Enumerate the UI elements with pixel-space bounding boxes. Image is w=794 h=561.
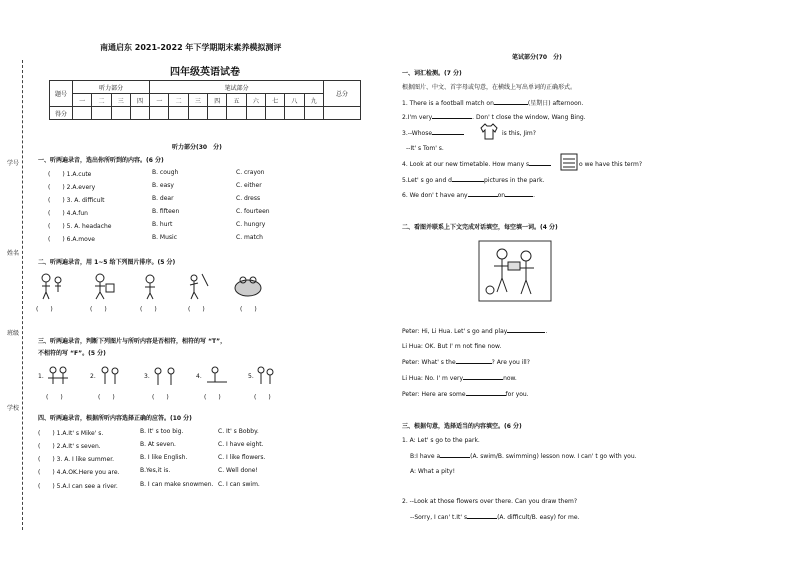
vocab-q5-text: 5.Let' s go and d bbox=[402, 177, 452, 184]
line-text: Hi, Li Hua. Let' s go and play bbox=[421, 328, 508, 335]
period: . bbox=[533, 192, 535, 199]
written-s1-title: 一、词汇检测。(7 分) bbox=[402, 70, 462, 77]
answer-blank[interactable] bbox=[494, 104, 528, 105]
binding-line bbox=[22, 60, 23, 530]
listening-s2-pictures bbox=[38, 272, 268, 300]
option-a: ( ) 3. A. difficult bbox=[48, 197, 105, 204]
answer-blank[interactable] bbox=[463, 379, 503, 380]
listening-s3-pictures bbox=[45, 364, 275, 388]
score-cell[interactable] bbox=[285, 107, 304, 120]
vocab-q1-text: 1. There is a football match on bbox=[402, 100, 494, 107]
vocab-q1-hint: (星期日) bbox=[527, 100, 551, 107]
boy-icon bbox=[95, 274, 114, 299]
item-number: 2. bbox=[90, 373, 96, 380]
answer-blank[interactable] bbox=[507, 332, 545, 333]
children-icon bbox=[102, 367, 118, 384]
vocab-q2 bbox=[402, 114, 586, 121]
option-c: C. Well done! bbox=[218, 467, 258, 474]
answer-blank[interactable] bbox=[456, 363, 492, 364]
score-cell[interactable] bbox=[130, 107, 149, 120]
kids-icon bbox=[155, 368, 174, 385]
dialogue-line-4 bbox=[402, 375, 517, 382]
item-number: 5. bbox=[248, 373, 254, 380]
family-icon bbox=[258, 367, 273, 384]
score-cell[interactable] bbox=[111, 107, 130, 120]
vocab-q1-post: afternoon. bbox=[550, 100, 584, 107]
vocab-q3-answer: --It' s Tom' s. bbox=[406, 145, 444, 152]
answer-blank[interactable] bbox=[440, 457, 470, 458]
option-a: ( ) 2.A.every bbox=[48, 184, 96, 191]
score-col: 五 bbox=[227, 94, 246, 107]
school-title: 南通启东 2021-2022 年下学期期末素养模拟测评 bbox=[100, 43, 282, 52]
choice-q1: 1. A: Let' s go to the park. bbox=[402, 437, 480, 444]
written-heading: 笔试部分(70 分) bbox=[512, 54, 562, 61]
score-table-header-tihao: 题号 bbox=[50, 81, 73, 107]
score-cell[interactable] bbox=[304, 107, 323, 120]
option-a: ( ) 6.A.move bbox=[48, 236, 95, 243]
score-col: 三 bbox=[188, 94, 207, 107]
score-col: 一 bbox=[73, 94, 92, 107]
bracket[interactable]: ( ) bbox=[240, 306, 257, 313]
vocab-q3-text: 3.--Whose bbox=[402, 130, 433, 137]
line-post: now. bbox=[503, 375, 517, 382]
score-cell[interactable] bbox=[265, 107, 284, 120]
speaker: Li Hua: bbox=[402, 375, 423, 382]
option-b: B.Yes,it is. bbox=[140, 467, 171, 474]
answer-blank[interactable] bbox=[468, 196, 498, 197]
line-text: OK. But I' m not fine now. bbox=[424, 343, 502, 350]
score-col: 八 bbox=[285, 94, 304, 107]
score-col: 四 bbox=[130, 94, 149, 107]
choice-q2-b-post: (A. difficult/B. easy) for me. bbox=[497, 514, 580, 521]
option-c: C. It' s Bobby. bbox=[218, 428, 259, 435]
choice-q1-c: A: What a pity! bbox=[410, 468, 455, 475]
option-c: C. either bbox=[236, 182, 262, 189]
option-b: B. I like English. bbox=[140, 454, 188, 461]
item-number: 4. bbox=[196, 373, 202, 380]
bracket[interactable]: ( ) bbox=[204, 394, 221, 401]
timetable-icon bbox=[560, 153, 578, 171]
score-cell[interactable] bbox=[150, 107, 169, 120]
option-b: B. easy bbox=[152, 182, 174, 189]
option-c: C. fourteen bbox=[236, 208, 270, 215]
player-icon bbox=[190, 274, 208, 299]
option-b: B. At seven. bbox=[140, 441, 176, 448]
option-c: C. crayon bbox=[236, 169, 265, 176]
option-b: B. hurt bbox=[152, 221, 173, 228]
listening-s4-title: 四、听两遍录音，根据所听内容选择正确的应答。(10 分) bbox=[38, 415, 192, 422]
dialogue-line-2 bbox=[402, 343, 501, 350]
line-post: . bbox=[545, 328, 548, 335]
speaker: Peter: bbox=[402, 328, 420, 335]
vocab-q2-post: . Don' t close the window, Wang Bing. bbox=[472, 114, 586, 121]
score-col: 七 bbox=[265, 94, 284, 107]
option-c: C. I like flowers. bbox=[218, 454, 266, 461]
vocab-q2-text: 2.I'm very bbox=[402, 114, 433, 121]
speaker: Peter: bbox=[402, 359, 420, 366]
choice-q1-b bbox=[410, 453, 637, 460]
score-table-total: 总分 bbox=[324, 81, 361, 107]
choice-q2-b-text: --Sorry, I can' t.It' s bbox=[410, 514, 468, 521]
option-a: ( ) 1.A.It' s Mike' s. bbox=[38, 430, 104, 437]
score-col: 六 bbox=[246, 94, 265, 107]
bracket[interactable]: ( ) bbox=[254, 394, 271, 401]
score-col: 三 bbox=[111, 94, 130, 107]
jacket-icon bbox=[479, 122, 499, 140]
option-b: B. I can make snowmen. bbox=[140, 481, 214, 488]
line-text: Here are some bbox=[421, 391, 466, 398]
option-a: ( ) 4.A.OK.Here you are. bbox=[38, 469, 120, 476]
dialogue-line-3 bbox=[402, 359, 530, 366]
answer-blank[interactable] bbox=[505, 196, 533, 197]
answer-blank[interactable] bbox=[432, 134, 464, 135]
vocab-q4-text: 4. Look at our new timetable. How many s bbox=[402, 161, 530, 168]
item-number: 1. bbox=[38, 373, 44, 380]
dialogue-line-1 bbox=[402, 328, 547, 335]
speaker: Li Hua: bbox=[402, 343, 423, 350]
dialogue-picture bbox=[478, 240, 552, 302]
line-post: for you. bbox=[505, 391, 529, 398]
option-b: B. Music bbox=[152, 234, 178, 241]
answer-blank[interactable] bbox=[529, 165, 551, 166]
option-c: C. match bbox=[236, 234, 263, 241]
vocab-q1 bbox=[402, 98, 583, 107]
option-a: ( ) 4.A.fun bbox=[48, 210, 88, 217]
desk-icon bbox=[207, 367, 227, 382]
option-b: B. cough bbox=[152, 169, 179, 176]
option-b: B. fifteen bbox=[152, 208, 180, 215]
bracket[interactable]: ( ) bbox=[46, 394, 63, 401]
choice-q2-b bbox=[410, 514, 580, 521]
item-number: 3. bbox=[144, 373, 150, 380]
vocab-q3 bbox=[402, 130, 464, 137]
dialogue-line-5 bbox=[402, 391, 529, 398]
score-col: 四 bbox=[208, 94, 227, 107]
option-a: ( ) 3. A. I like summer. bbox=[38, 456, 115, 463]
score-cell[interactable] bbox=[92, 107, 111, 120]
listening-s3-title-1: 三、听两遍录音，判断下列图片与所听内容是否相符，相符的写 “T”， bbox=[38, 338, 227, 345]
child-icon bbox=[145, 275, 155, 299]
vocab-q3-post: is this, Jim? bbox=[502, 130, 536, 137]
people-icon bbox=[42, 274, 61, 299]
score-table-listening: 听力部分 bbox=[73, 81, 150, 94]
margin-label-class: 班级 bbox=[6, 330, 19, 337]
table-icon bbox=[235, 277, 261, 296]
score-col: 九 bbox=[304, 94, 323, 107]
written-s3-title: 三、根据句意，选择适当的内容填空。(6 分) bbox=[402, 423, 522, 430]
vocab-q6-post: on bbox=[497, 192, 506, 199]
listening-heading: 听力部分(30 分) bbox=[172, 144, 222, 151]
score-row-label: 得分 bbox=[50, 107, 73, 120]
option-c: C. dress bbox=[236, 195, 261, 202]
vocab-q6 bbox=[402, 192, 535, 199]
option-c: C. hungry bbox=[236, 221, 266, 228]
score-cell[interactable] bbox=[227, 107, 246, 120]
score-col: 二 bbox=[92, 94, 111, 107]
option-b: B. It' s too big. bbox=[140, 428, 184, 435]
speaker: Peter: bbox=[402, 391, 420, 398]
written-s2-title: 二、看图并联系上下文完成对话填空，每空填一词。(4 分) bbox=[402, 224, 558, 231]
vocab-q5-post: pictures in the park. bbox=[484, 177, 545, 184]
listening-s1-title: 一、听两遍录音，选出你所听到的内容。(6 分) bbox=[38, 157, 164, 164]
score-cell[interactable] bbox=[246, 107, 265, 120]
vocab-q5 bbox=[402, 177, 544, 184]
option-c: C. I can swim. bbox=[218, 481, 260, 488]
bracket[interactable]: ( ) bbox=[140, 306, 157, 313]
answer-blank[interactable] bbox=[432, 118, 472, 119]
paper-title: 四年级英语试卷 bbox=[170, 67, 240, 78]
score-cell[interactable] bbox=[73, 107, 92, 120]
written-s1-instruction: 根据图片、中文、首字母或句意，在横线上写出单词的正确形式。 bbox=[402, 84, 577, 91]
choice-q1-b-post: (A. swim/B. swimming) lesson now. I can' t go with you. bbox=[470, 453, 637, 460]
group-icon bbox=[48, 367, 68, 384]
option-c: C. I have eight. bbox=[218, 441, 264, 448]
answer-blank[interactable] bbox=[467, 518, 497, 519]
bracket[interactable]: ( ) bbox=[188, 306, 205, 313]
score-cell[interactable] bbox=[169, 107, 188, 120]
answer-blank[interactable] bbox=[466, 395, 506, 396]
bracket[interactable]: ( ) bbox=[36, 306, 53, 313]
score-col: 一 bbox=[150, 94, 169, 107]
option-a: ( ) 1.A.cute bbox=[48, 171, 92, 178]
option-b: B. dear bbox=[152, 195, 174, 202]
choice-q2: 2. --Look at those flowers over there. Can you draw them? bbox=[402, 498, 578, 505]
vocab-q4 bbox=[402, 161, 551, 168]
margin-label-school: 学校 bbox=[6, 405, 19, 412]
vocab-q4-post: o we have this term? bbox=[579, 161, 643, 168]
choice-q1-b-text: B:I have a bbox=[410, 453, 441, 460]
bracket[interactable]: ( ) bbox=[152, 394, 169, 401]
bracket[interactable]: ( ) bbox=[98, 394, 115, 401]
option-a: ( ) 2.A.It' s seven. bbox=[38, 443, 101, 450]
option-a: ( ) 5.A.I can see a river. bbox=[38, 483, 118, 490]
line-post: ? Are you ill? bbox=[491, 359, 530, 366]
score-cell[interactable] bbox=[188, 107, 207, 120]
margin-label-student-no: 学号 bbox=[6, 160, 19, 167]
listening-s3-title-2: 不相符的写 “F”。(5 分) bbox=[38, 350, 106, 357]
line-text: What' s the bbox=[421, 359, 456, 366]
score-col: 二 bbox=[169, 94, 188, 107]
score-table bbox=[49, 80, 361, 120]
margin-label-name: 姓名 bbox=[6, 250, 19, 257]
line-text: No. I' m very bbox=[424, 375, 464, 382]
answer-blank[interactable] bbox=[452, 181, 484, 182]
score-table-written: 笔试部分 bbox=[150, 81, 324, 94]
vocab-q6-text: 6. We don' t have any bbox=[402, 192, 468, 199]
bracket[interactable]: ( ) bbox=[90, 306, 107, 313]
listening-s2-title: 二、听两遍录音，用 1~5 给下列图片排序。(5 分) bbox=[38, 259, 176, 266]
score-cell[interactable] bbox=[324, 107, 361, 120]
score-cell[interactable] bbox=[208, 107, 227, 120]
option-a: ( ) 5. A. headache bbox=[48, 223, 112, 230]
